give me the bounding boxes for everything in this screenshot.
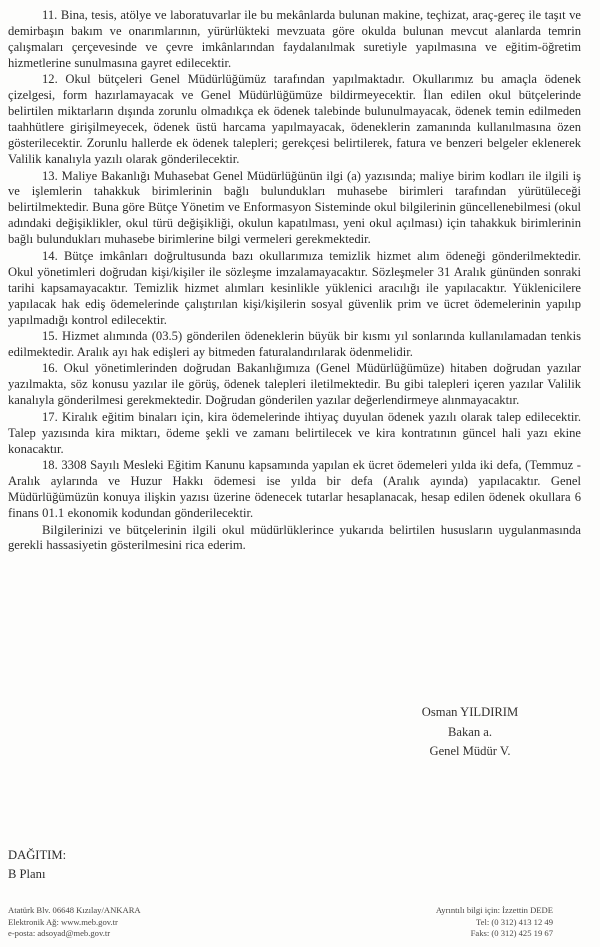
paragraph-13: 13. Maliye Bakanlığı Muhasebat Genel Müdürlüğünün ilgi (a) yazısında; maliye birim kodları ile ilgili iş ve işlemlerin tahakkuk birimlerinin bağlı bulundukları muhasebe birimleri tarafından yürütüleceği belirtilmektedir. Buna göre Bütçe Yönetim ve Enformasyon Sisteminde okul bilgilerinin güncellenebilmesi (okul adındaki değişiklikler, okul türü değişikliği, okulun kapatılması, yeni okul açılması) için tahakkuk birimlerinin bağlı bulundukları muhasebe birimlerine bilgi vermeleri gerekmektedir. <box>8 168 581 247</box>
footer-contact-person: Ayrıntılı bilgi için: İzzettin DEDE <box>435 905 553 915</box>
footer-website: Elektronik Ağ: www.meb.gov.tr <box>8 916 118 927</box>
signature-block <box>345 703 595 762</box>
distribution-item: B Planı <box>8 866 46 881</box>
footer-left-column <box>8 905 141 940</box>
paragraph-15: 15. Hizmet alımında (03.5) gönderilen ödeneklerin büyük bir kısmı yıl sonlarında kullanılamadan tenkis edilmektedir. Aralık ayı hak edişleri ay bitmeden faturalandırılarak ödenmelidir. <box>8 329 581 360</box>
footer-fax: Faks: (0 312) 425 19 67 <box>470 928 553 939</box>
paragraph-16: 16. Okul yönetimlerinden doğrudan Bakanlığımıza (Genel Müdürlüğümüze) hitaben doğrudan yazılar yazılmakta, söz konusu yazılar ile görüş, ödenek talepleri iletilmektedir. Bu gibi talepleri içeren yazılar Valilik kanalıyla gönderilmesi gerekmektedir. Doğrudan gönderilen yazılar değerlendirmeye alınmayacaktır. <box>8 361 581 408</box>
paragraph-18: 18. 3308 Sayılı Mesleki Eğitim Kanunu kapsamında yapılan ek ücret ödemeleri yılda iki defa, (Temmuz - Aralık aylarında ve Huzur Hakkı ödemesi ise yılda bir defa (Aralık ayında) yapılacaktır. Genel Müdürlüğümüzün konuya ilişkin yazısı üzerine ödenecek tutarlar hesaplanacak, hesap edilen ödenek okullara 6 finans 01.1 ekonomik kodundan gönderilecektir. <box>8 458 581 521</box>
footer-phone: Tel: (0 312) 413 12 49 <box>476 916 553 927</box>
paragraph-17: 17. Kiralık eğitim binaları için, kira ödemelerinde ihtiyaç duyulan ödenek yazılı olarak talep edilecektir. Talep yazısında kira miktarı, ödeme şekli ve zamanı belirtilecek ve kira kontratının güncel hali yazı ekine konacaktır. <box>8 409 581 456</box>
paragraph-11: 11. Bina, tesis, atölye ve laboratuvarlar ile bu mekânlarda bulunan makine, teçhizat, araç-gereç ile taşıt ve demirbaşın bakım ve onarımlarının, yürürlükteki mevzuata göre okulda bulunan mevcut alanlarda temrin çalışmaları çerçevesinde ve çevre imkânlarından faydalanılmak suretiyle yapılmasına ve eğitim-öğretim hizmetlerine sunulmasına gayret edilecektir. <box>8 8 581 70</box>
footer-address: Atatürk Blv. 06648 Kızılay/ANKARA <box>8 905 141 915</box>
signatory-title-line-2: Genel Müdür V. <box>429 744 511 758</box>
signatory-name: Osman YILDIRIM <box>421 705 519 719</box>
closing-paragraph: Bilgilerinizi ve bütçelerinin ilgili okul müdürlüklerince yukarıda belirtilen hususların uygulanmasında gerekli hassasiyetin gösterilmesini rica ederim. <box>8 522 581 553</box>
paragraph-14: 14. Bütçe imkânları doğrultusunda bazı okullarımıza temizlik hizmet alım ödeneği gönderilmektedir. Okul yönetimleri doğrudan kişi/kişiler ile sözleşme imzalamayacaktır. Sözleşmeler 31 Aralık gününden sonraki tarihi kapsamayacaktır. Temizlik hizmet alımları kesinlikle yüklenici aracılığı ile yapılacaktır. Yüklenicilere yapılacak hak ediş ödemelerinde çalıştırılan kişi/kişilerin sosyal güvenlik prim ve ücret ödemelerinin yapılıp yapılmadığı kontrol edilecektir. <box>8 248 581 327</box>
distribution-heading: DAĞITIM: <box>8 848 67 862</box>
paragraph-12: 12. Okul bütçeleri Genel Müdürlüğümüz tarafından yapılmaktadır. Okullarımız bu amaçla ödenek çizelgesi, form hazırlamayacak ve Genel Müdürlüğümüze bildirmeyecektir. İlan edilen okul bütçelerinde belirtilen miktarların dışında zorunlu olmadıkça ek ödenek talebinde bulunulmayacak, ödenek temin edilmeden taahhütlere girişilmeyecek, ödenek üstü harcama yapılmayacak, ödeneklerin zamanında kullanılmasına özen gösterilecektir. Zorunlu hallerde ek ödenek talepleri; gerekçesi belirtilerek, fatura ve benzeri belgeler eklenerek Valilik kanalıyla yazılı olarak gönderilecektir. <box>8 72 581 167</box>
distribution-block <box>8 846 66 883</box>
signatory-title-line-1: Bakan a. <box>447 724 493 739</box>
page-footer <box>8 905 581 940</box>
document-body <box>8 8 581 555</box>
footer-email: e-posta: adsoyad@meb.gov.tr <box>8 928 111 939</box>
footer-right-column <box>436 905 581 940</box>
